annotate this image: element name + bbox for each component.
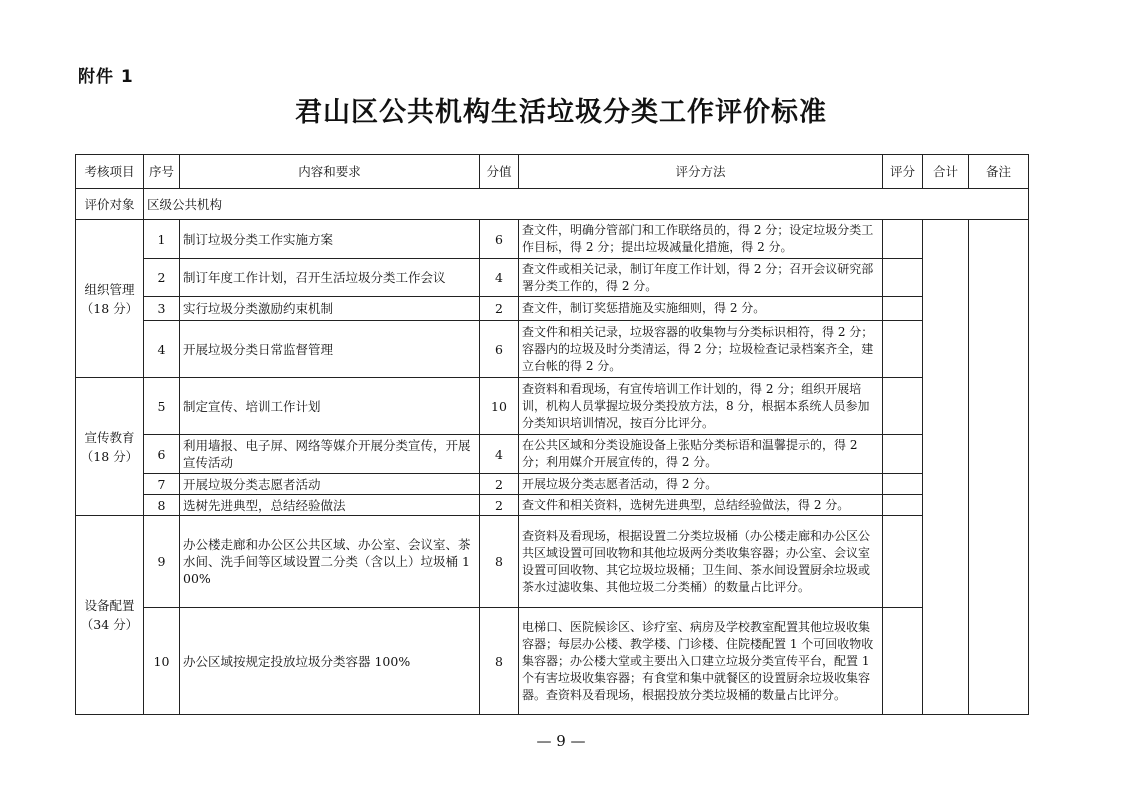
total-cell: [923, 220, 969, 715]
evaluation-table: [75, 154, 1029, 715]
row-method: 开展垃圾分类志愿者活动，得 2 分。: [519, 474, 883, 495]
category-score: （18 分）: [80, 448, 139, 464]
row-content: 实行垃圾分类激励约束机制: [180, 297, 480, 321]
row-method: 查文件，明确分管部门和工作联络员的，得 2 分；设定垃圾分类工作目标，得 2 分；提出垃圾减量化措施，得 2 分。: [519, 220, 883, 259]
row-number: 1: [144, 220, 180, 259]
row-method: 电梯口、医院候诊区、诊疗室、病房及学校教室配置其他垃圾收集容器；每层办公楼、教学楼、门诊楼、住院楼配置 1 个可回收物收集容器；办公楼大堂或主要出入口建立垃圾分类宣传平台，配置 1 个有害垃圾收集容器；有食堂和集中就餐区的设置厨余垃圾收集容器。查资料及看现场，根据投放分类垃圾桶的数量占比评分。: [519, 608, 883, 715]
row-points: 4: [480, 259, 519, 297]
row-method: 查文件或相关记录，制订年度工作计划，得 2 分；召开会议研究部署分类工作的，得 2 分。: [519, 259, 883, 297]
table-row: [76, 474, 1029, 495]
row-content: 制订垃圾分类工作实施方案: [180, 220, 480, 259]
table-row: [76, 321, 1029, 378]
score-cell: [883, 435, 923, 474]
header-total: 合计: [923, 155, 969, 189]
row-content: 办公区域按规定投放垃圾分类容器 100%: [180, 608, 480, 715]
attachment-label: 附件 1: [78, 67, 134, 87]
header-remarks: 备注: [969, 155, 1029, 189]
table-row: [76, 495, 1029, 516]
row-points: 2: [480, 474, 519, 495]
category-name: 设备配置: [84, 598, 135, 613]
row-points: 4: [480, 435, 519, 474]
row-points: 10: [480, 378, 519, 435]
row-points: 2: [480, 495, 519, 516]
category-name: 组织管理: [84, 281, 135, 297]
table-row: [76, 608, 1029, 715]
header-score: 评分: [883, 155, 923, 189]
row-points: 8: [480, 516, 519, 608]
table-row: [76, 297, 1029, 321]
header-category: 考核项目: [76, 155, 144, 189]
row-number: 8: [144, 495, 180, 516]
row-number: 9: [144, 516, 180, 608]
score-cell: [883, 220, 923, 259]
score-cell: [883, 259, 923, 297]
row-method: 查资料及看现场，根据设置二分类垃圾桶（办公楼走廊和办公区公共区域设置可回收物和其他垃圾两分类收集容器；办公室、会议室设置可回收物、其它垃圾垃圾桶；卫生间、茶水间设置厨余垃圾或茶水过滤收集、其他垃圾二分类桶）的数量占比评分。: [519, 516, 883, 608]
table-row: [76, 378, 1029, 435]
row-method: 查文件和相关资料，选树先进典型，总结经验做法，得 2 分。: [519, 495, 883, 516]
row-points: 2: [480, 297, 519, 321]
object-value: 区级公共机构: [144, 189, 1029, 220]
header-points: 分值: [480, 155, 519, 189]
page-number: — 9 —: [536, 732, 586, 750]
row-number: 2: [144, 259, 180, 297]
category-cell: [76, 220, 144, 378]
row-number: 7: [144, 474, 180, 495]
score-cell: [883, 297, 923, 321]
row-points: 6: [480, 321, 519, 378]
row-content: 开展垃圾分类日常监督管理: [180, 321, 480, 378]
row-number: 5: [144, 378, 180, 435]
category-score: （34 分）: [80, 617, 139, 632]
row-method: 在公共区域和分类设施设备上张贴分类标语和温馨提示的，得 2 分；利用媒介开展宣传的，得 2 分。: [519, 435, 883, 474]
row-method: 查文件，制订奖惩措施及实施细则，得 2 分。: [519, 297, 883, 321]
score-cell: [883, 378, 923, 435]
category-cell: [76, 378, 144, 516]
remarks-cell: [969, 220, 1029, 715]
table-header-row: [76, 155, 1029, 189]
evaluation-object-row: [76, 189, 1029, 220]
row-number: 6: [144, 435, 180, 474]
table-row: [76, 259, 1029, 297]
header-method: 评分方法: [519, 155, 883, 189]
table-row: [76, 435, 1029, 474]
score-cell: [883, 321, 923, 378]
object-label: 评价对象: [76, 189, 144, 220]
row-points: 8: [480, 608, 519, 715]
header-content: 内容和要求: [180, 155, 480, 189]
score-cell: [883, 516, 923, 608]
page-title: 君山区公共机构生活垃圾分类工作评价标准: [295, 97, 827, 128]
row-method: 查资料和看现场，有宣传培训工作计划的，得 2 分；组织开展培训，机构人员掌握垃圾分类投放方法，8 分，根据本系统人员参加分类知识培训情况，按百分比评分。: [519, 378, 883, 435]
header-number: 序号: [144, 155, 180, 189]
row-number: 10: [144, 608, 180, 715]
score-cell: [883, 495, 923, 516]
row-content: 制订年度工作计划，召开生活垃圾分类工作会议: [180, 259, 480, 297]
row-content: 办公楼走廊和办公区公共区域、办公室、会议室、茶水间、洗手间等区域设置二分类（含以上）垃圾桶 100%: [180, 516, 480, 608]
row-points: 6: [480, 220, 519, 259]
row-content: 开展垃圾分类志愿者活动: [180, 474, 480, 495]
row-number: 4: [144, 321, 180, 378]
score-cell: [883, 608, 923, 715]
table-row: [76, 220, 1029, 259]
category-score: （18 分）: [80, 300, 139, 316]
row-number: 3: [144, 297, 180, 321]
score-cell: [883, 474, 923, 495]
row-content: 制定宣传、培训工作计划: [180, 378, 480, 435]
row-content: 选树先进典型，总结经验做法: [180, 495, 480, 516]
row-method: 查文件和相关记录，垃圾容器的收集物与分类标识相符，得 2 分；容器内的垃圾及时分类清运，得 2 分；垃圾检查记录档案齐全，建立台帐的得 2 分。: [519, 321, 883, 378]
category-cell: [76, 516, 144, 715]
category-name: 宣传教育: [84, 429, 135, 445]
table-row: [76, 516, 1029, 608]
row-content: 利用墙报、电子屏、网络等媒介开展分类宣传，开展宣传活动: [180, 435, 480, 474]
